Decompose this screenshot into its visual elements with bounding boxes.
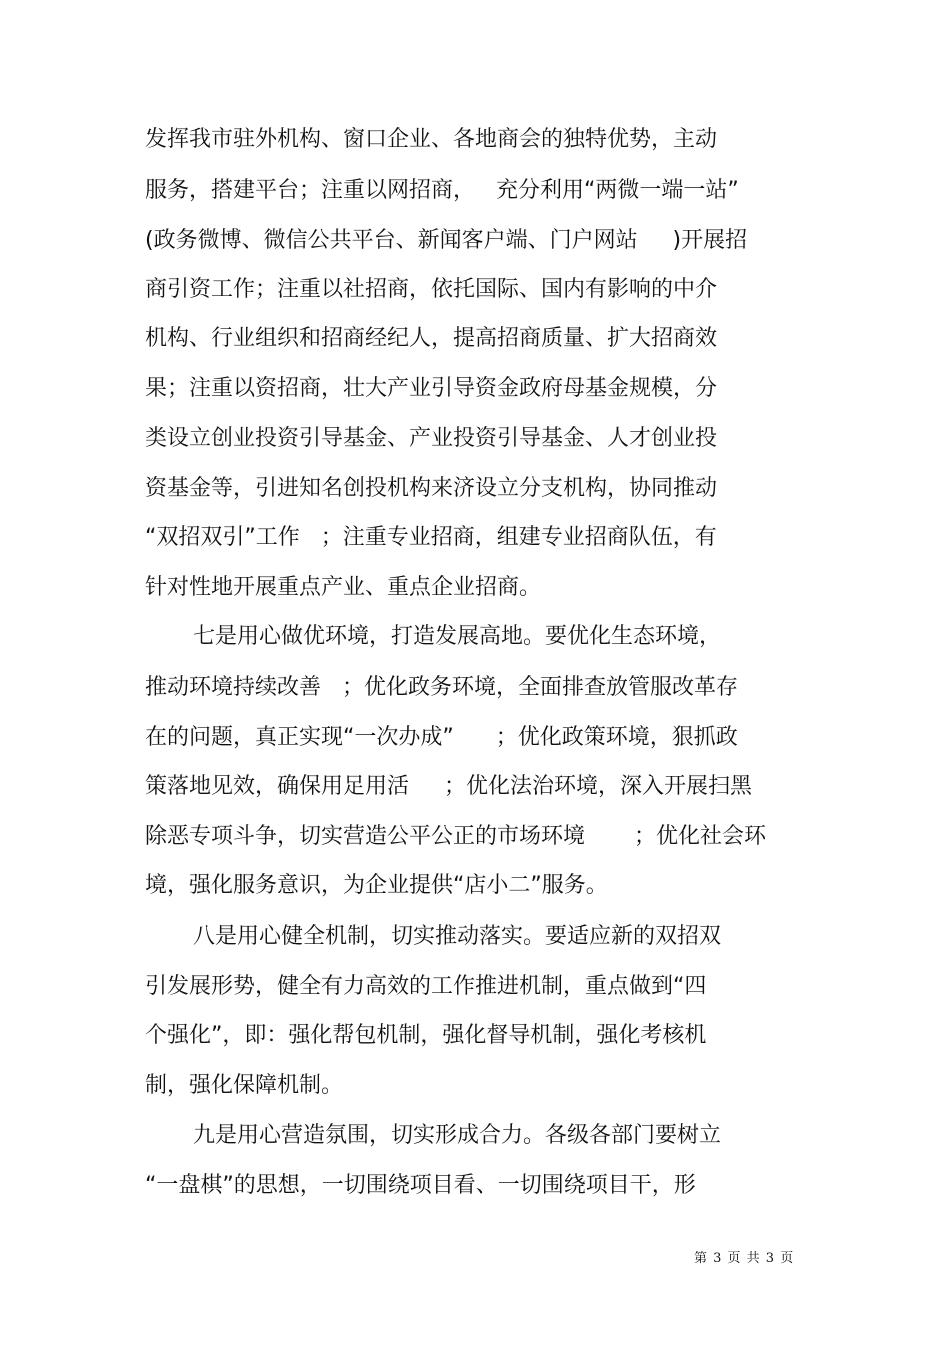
text-line: 服务，搭建平台；注重以网招商， 充分利用“两微一端一站”	[145, 178, 739, 203]
text-line: 商引资工作；注重以社招商，依托国际、国内有影响的中介	[145, 277, 718, 302]
text-line: 策落地见效，确保用足用活 ；优化法治环境，深入开展扫黑	[145, 774, 752, 799]
text-line: 果；注重以资招商，壮大产业引导资金政府母基金规模，分	[145, 376, 718, 401]
text-line: 推动环境持续改善 ；优化政务环境，全面排查放管服改革存	[145, 675, 738, 700]
page-number-footer: 第 3 页 共 3 页	[694, 1251, 795, 1266]
text-line: 除恶专项斗争，切实营造公平公正的市场环境 ；优化社会环	[145, 824, 766, 849]
text-line: 机构、行业组织和招商经纪人，提高招商质量、扩大招商效	[145, 326, 718, 351]
text-line: 发挥我市驻外机构、窗口企业、各地商会的独特优势，主动	[145, 127, 718, 152]
paragraph-lead-line: 七是用心做优环境，打造发展高地。要优化生态环境，	[193, 624, 722, 649]
text-line: (政务微博、微信公共平台、新闻客户端、门户网站 )开展招	[145, 228, 748, 253]
text-line: “双招双引”工作 ；注重专业招商，组建专业招商队伍，有	[145, 525, 717, 550]
text-line: 引发展形势，健全有力高效的工作推进机制，重点做到“四	[145, 974, 707, 999]
text-line: 个强化”，即：强化帮包机制，强化督导机制，强化考核机	[145, 1023, 707, 1048]
text-line: 境，强化服务意识，为企业提供“店小二”服务。	[145, 873, 608, 898]
text-line: 针对性地开展重点产业、重点企业招商。	[145, 575, 542, 600]
text-line: 在的问题，真正实现“一次办成” ；优化政策环境，狠抓政	[145, 725, 738, 750]
paragraph-lead-line: 九是用心营造氛围，切实形成合力。各级各部门要树立	[193, 1123, 722, 1148]
text-line: 资基金等，引进知名创投机构来济设立分支机构，协同推动	[145, 476, 718, 501]
text-line: 制，强化保障机制。	[145, 1073, 344, 1098]
paragraph-lead-line: 八是用心健全机制，切实推动落实。要适应新的双招双	[193, 924, 722, 949]
text-line: “一盘棋”的思想，一切围绕项目看、一切围绕项目干，形	[145, 1173, 696, 1198]
text-line: 类设立创业投资引导基金、产业投资引导基金、人才创业投	[145, 426, 718, 451]
